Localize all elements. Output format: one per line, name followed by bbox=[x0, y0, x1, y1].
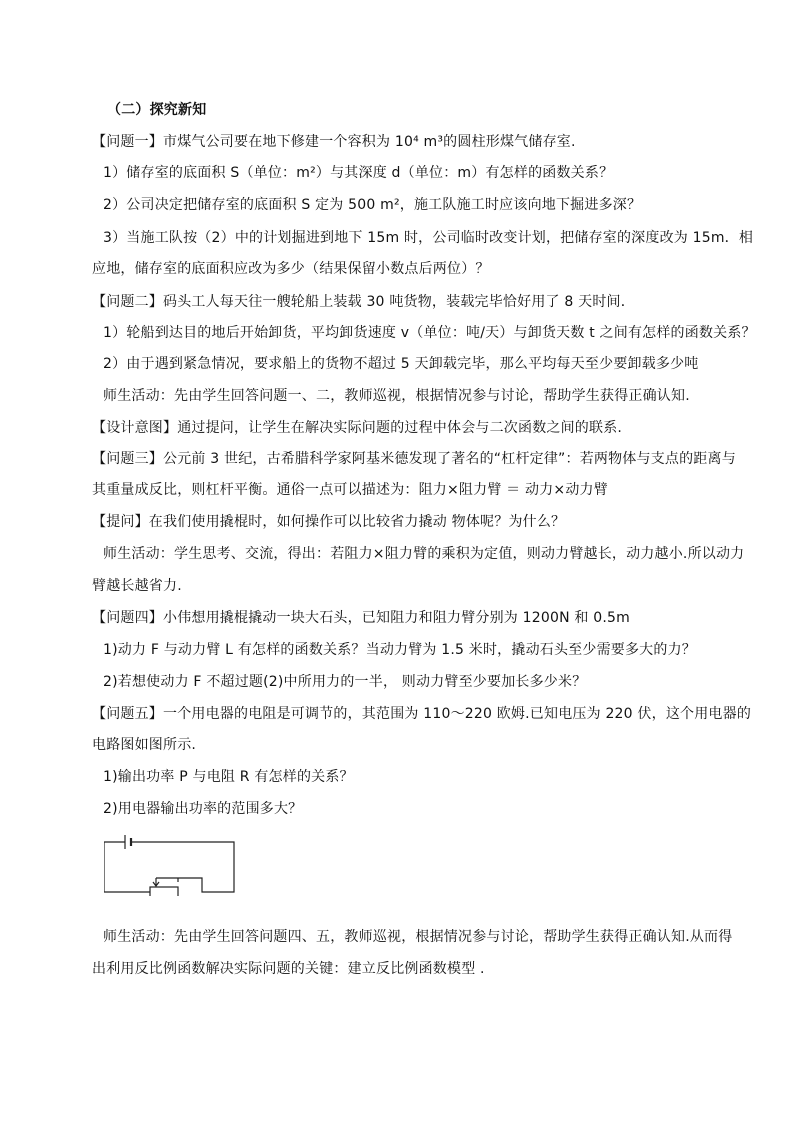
problem5-question-1: 1)输出功率 P 与电阻 R 有怎样的关系？ bbox=[103, 769, 354, 785]
activity-2-line2: 臂越长越省力. bbox=[92, 578, 182, 594]
problem1-question-1: 1）储存室的底面积 S（单位：m²）与其深度 d（单位：m）有怎样的函数关系？ bbox=[103, 165, 614, 181]
circuit-wire-right bbox=[131, 842, 234, 892]
problem4-question-2: 2)若想使动力 F 不超过题(2)中所用力的一半， 则动力臂至少要加长多少米？ bbox=[103, 674, 587, 690]
question-prompt: 【提问】在我们使用撬棍时，如何操作可以比较省力撬动 物体呢？为什么？ bbox=[92, 514, 566, 530]
problem4-question-1: 1)动力 F 与动力臂 L 有怎样的函数关系？当动力臂为 1.5 米时，撬动石头至少需要多大的力？ bbox=[103, 642, 696, 658]
circuit-diagram bbox=[104, 834, 236, 896]
problem1-question-3-line1: 3）当施工队按（2）中的计划掘进到地下 15m 时，公司临时改变计划，把储存室的深度改为 15m．相 bbox=[103, 230, 754, 246]
activity-3-line2: 出利用反比例函数解决实际问题的关键：建立反比例函数模型 . bbox=[92, 961, 485, 977]
activity-3-line1: 师生活动：先由学生回答问题四、五，教师巡视，根据情况参与讨论，帮助学生获得正确认知.从而得 bbox=[103, 929, 733, 945]
problem3-line2: 其重量成反比，则杠杆平衡。通俗一点可以描述为：阻力×阻力臂 ＝ 动力×动力臂 bbox=[92, 482, 608, 498]
problem5-line2: 电路图如图所示. bbox=[92, 737, 197, 753]
activity-2-line1: 师生活动：学生思考、交流，得出：若阻力×阻力臂的乘积为定值，则动力臂越长，动力越小.所以动力 bbox=[103, 546, 745, 562]
problem1-question-2: 2）公司决定把储存室的底面积 S 定为 500 m²，施工队施工时应该向地下掘进多深？ bbox=[103, 197, 642, 213]
problem5-line1: 【问题五】一个用电器的电阻是可调节的，其范围为 110～220 欧姆.已知电压为 220 伏，这个用电器的 bbox=[92, 706, 752, 722]
section-heading: （二）探究新知 bbox=[107, 102, 207, 118]
problem4-intro: 【问题四】小伟想用撬棍撬动一块大石头，已知阻力和阻力臂分别为 1200N 和 0.5m bbox=[92, 610, 630, 626]
rheostat-resistor bbox=[150, 887, 178, 896]
problem5-question-2: 2)用电器输出功率的范围多大？ bbox=[103, 801, 303, 817]
problem2-question-1: 1）轮船到达目的地后开始卸货，平均卸货速度 v（单位：吨/天）与卸货天数 t 之间有怎样的函数关系？ bbox=[103, 325, 756, 341]
problem1-question-3-line2: 应地，储存室的底面积应改为多少（结果保留小数点后两位）？ bbox=[92, 261, 490, 277]
design-intent: 【设计意图】通过提问，让学生在解决实际问题的过程中体会与二次函数之间的联系. bbox=[92, 420, 623, 436]
circuit-wire-left bbox=[104, 842, 150, 892]
activity-1: 师生活动：先由学生回答问题一、二，教师巡视，根据情况参与讨论，帮助学生获得正确认知. bbox=[103, 388, 690, 404]
problem2-intro: 【问题二】码头工人每天往一艘轮船上装载 30 吨货物，装载完毕恰好用了 8 天时间． bbox=[92, 294, 635, 310]
problem2-question-2: 2）由于遇到紧急情况，要求船上的货物不超过 5 天卸载完毕，那么平均每天至少要卸载多少吨 bbox=[103, 356, 699, 372]
problem3-line1: 【问题三】公元前 3 世纪，古希腊科学家阿基米德发现了著名的“杠杆定律”：若两物体与支点的距离与 bbox=[92, 451, 736, 467]
problem1-intro: 【问题一】市煤气公司要在地下修建一个容积为 10⁴ m³的圆柱形煤气储存室. bbox=[92, 134, 576, 150]
